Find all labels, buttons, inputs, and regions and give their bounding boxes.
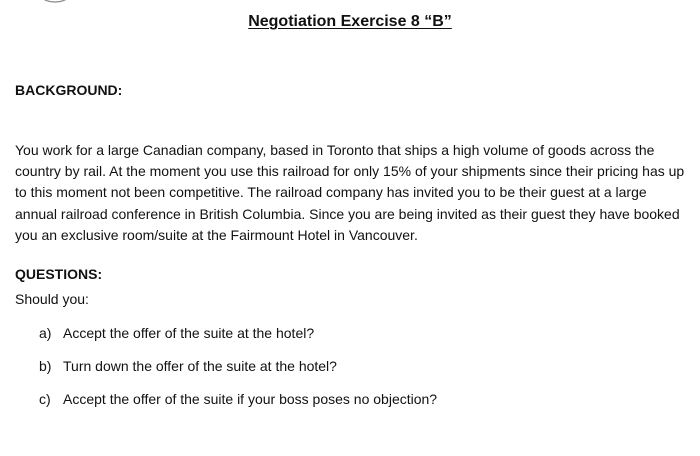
question-text: Turn down the offer of the suite at the hotel? <box>63 358 337 374</box>
question-list <box>39 325 437 424</box>
questions-heading: QUESTIONS: <box>15 266 103 282</box>
questions-intro: Should you: <box>15 291 89 307</box>
background-paragraph: You work for a large Canadian company, based in Toronto that ships a high volume of goods across the country by rail. At the moment you use this railroad for only 15% of your shipments since their pricing has up to this moment not been competitive. The railroad company has invited you to be their guest at a large annual railroad conference in British Columbia. Since you are being invited as their guest they have booked you an exclusive room/suite at the Fairmount Hotel in Vancouver. <box>15 142 685 243</box>
question-item-b <box>39 358 437 391</box>
question-text: Accept the offer of the suite at the hotel? <box>63 325 315 341</box>
question-item-a <box>39 325 437 358</box>
background-heading: BACKGROUND: <box>15 82 123 98</box>
question-marker: a) <box>39 325 52 341</box>
document-title: Negotiation Exercise 8 “B” <box>248 13 452 30</box>
question-item-c <box>39 391 437 424</box>
logo-fragment <box>34 0 76 4</box>
question-marker: b) <box>39 358 52 374</box>
question-text: Accept the offer of the suite if your boss poses no objection? <box>63 391 438 407</box>
question-marker: c) <box>39 391 51 407</box>
